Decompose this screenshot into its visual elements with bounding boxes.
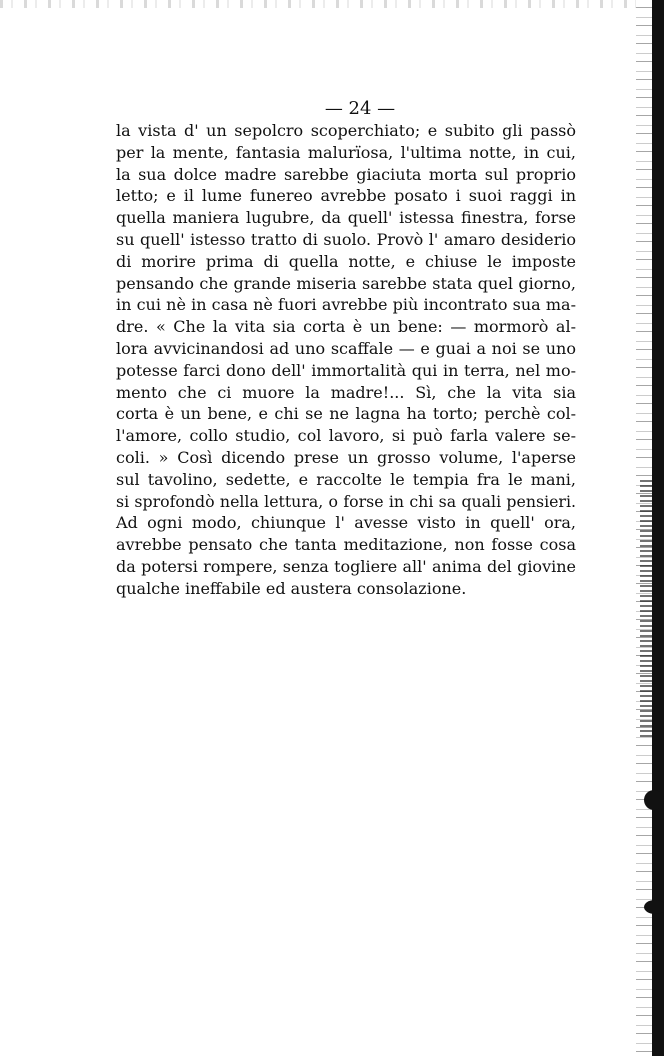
- text-line: l'amore, collo studio, col lavoro, si può farla valere se-: [116, 426, 576, 446]
- text-line: letto; e il lume funereo avrebbe posato i suoi raggi in: [116, 186, 576, 206]
- text-line: avrebbe pensato che tanta meditazione, non fosse cosa: [116, 535, 576, 555]
- text-line: mento che ci muore la madre!... Sì, che la vita sia: [116, 382, 576, 402]
- text-line: dre. « Che la vita sia corta è un bene: — mormorò al-: [116, 317, 576, 337]
- text-line: qualche ineffabile ed austera consolazione.: [116, 578, 467, 598]
- text-line: la sua dolce madre sarebbe giaciuta morta sul proprio: [116, 164, 576, 184]
- body-text: [116, 120, 576, 600]
- text-line: potesse farci dono dell' immortalità qui in terra, nel mo-: [116, 360, 576, 380]
- text-line: di morire prima di quella notte, e chiuse le imposte: [116, 251, 576, 271]
- text-line: pensando che grande miseria sarebbe stata quel giorno,: [116, 273, 576, 293]
- text-line: corta è un bene, e chi se ne lagna ha torto; perchè col-: [116, 404, 576, 424]
- spine-mark: [644, 790, 664, 810]
- scan-top-edge: [0, 0, 636, 8]
- book-spine: [652, 0, 664, 1056]
- text-line: Ad ogni modo, chiunque l' avesse visto in quell' ora,: [116, 513, 576, 533]
- text-line: su quell' istesso tratto di suolo. Provò l' amaro desiderio: [116, 229, 576, 249]
- spine-mark: [644, 900, 664, 914]
- text-line: si sprofondò nella lettura, o forse in chi sa quali pensieri.: [116, 491, 576, 511]
- page-number: — 24 —: [324, 98, 396, 119]
- text-line: da potersi rompere, senza togliere all' anima del giovine: [116, 556, 576, 576]
- text-line: sul tavolino, sedette, e raccolte le tempia fra le mani,: [116, 469, 576, 489]
- text-line: lora avvicinandosi ad uno scaffale — e guai a noi se uno: [116, 338, 576, 358]
- text-line: per la mente, fantasia malurïosa, l'ultima notte, in cui,: [116, 142, 576, 162]
- text-line: quella maniera lugubre, da quell' istessa finestra, forse: [116, 208, 576, 228]
- text-line: in cui nè in casa nè fuori avrebbe più incontrato sua ma-: [116, 295, 576, 315]
- text-line: la vista d' un sepolcro scoperchiato; e subito gli passò: [116, 121, 576, 140]
- text-line: coli. » Così dicendo prese un grosso volume, l'aperse: [116, 447, 576, 467]
